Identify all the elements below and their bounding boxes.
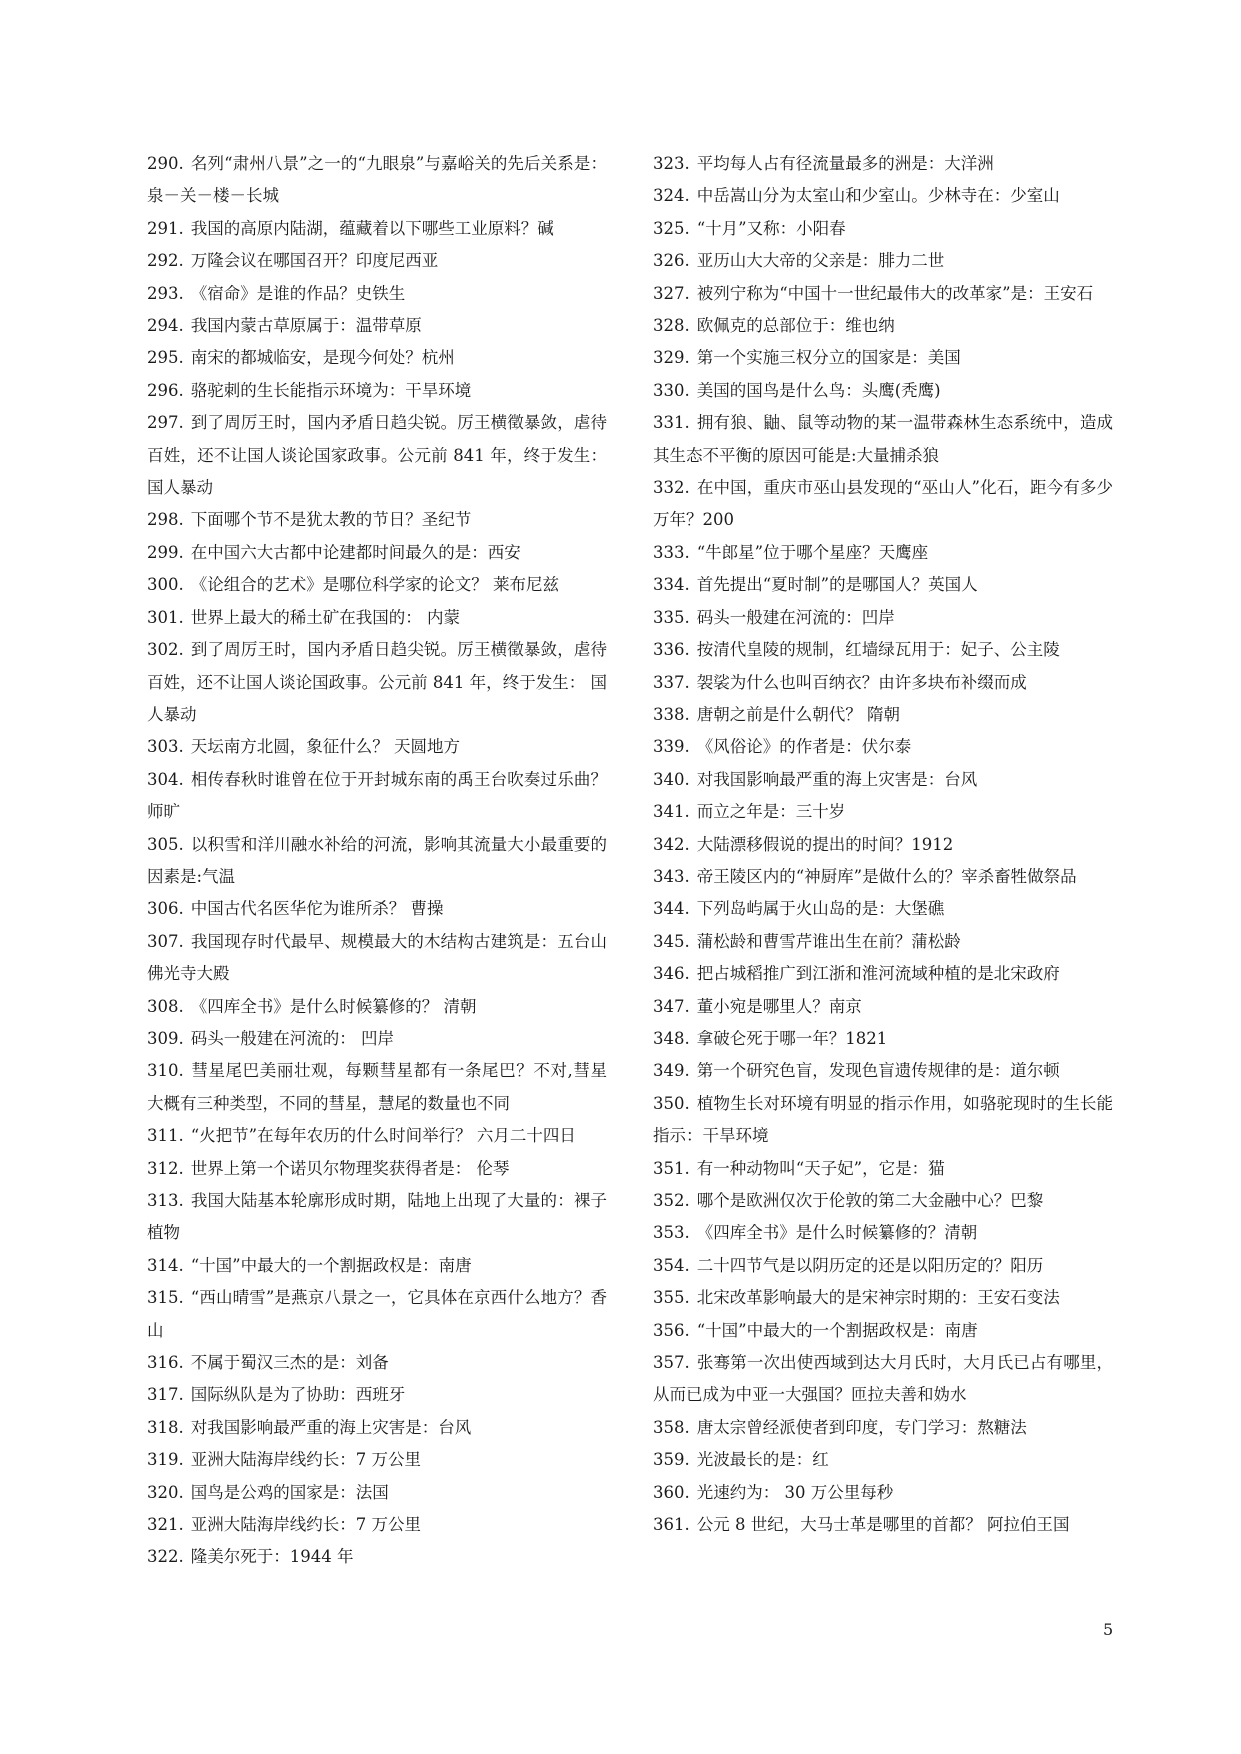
item-text: 在中国，重庆市巫山县发现的“巫山人”化石，距今有多少万年？200 (653, 478, 1113, 530)
qa-item (653, 537, 1113, 569)
item-text: 第一个实施三权分立的国家是：美国 (696, 348, 961, 368)
item-number: 338. (653, 704, 690, 724)
qa-item (147, 991, 607, 1023)
item-number: 330. (653, 380, 690, 400)
left-column (147, 148, 607, 1574)
qa-item (147, 245, 607, 277)
item-number: 318. (147, 1417, 184, 1437)
item-number: 335. (653, 607, 690, 627)
qa-item (653, 278, 1113, 310)
qa-item (653, 1055, 1113, 1087)
item-number: 321. (147, 1515, 184, 1535)
item-text: 光速约为： 30 万公里每秒 (696, 1482, 894, 1502)
item-text: 亚洲大陆海岸线约长：7 万公里 (190, 1450, 421, 1470)
qa-item (147, 1055, 607, 1120)
item-text: 相传春秋时谁曾在位于开封城东南的禹王台吹奏过乐曲？ 师旷 (147, 769, 607, 822)
qa-item (653, 1088, 1113, 1153)
item-number: 329. (653, 348, 690, 368)
qa-item (653, 213, 1113, 245)
qa-item (653, 407, 1113, 472)
item-text: 我国大陆基本轮廓形成时期，陆地上出现了大量的：裸子植物 (147, 1191, 607, 1243)
qa-item (653, 1315, 1113, 1347)
qa-item (147, 148, 607, 213)
item-number: 349. (653, 1061, 690, 1081)
qa-item (653, 342, 1113, 374)
qa-item (147, 893, 607, 925)
item-number: 297. (147, 413, 184, 433)
qa-item (653, 1444, 1113, 1476)
item-text: 我国现存时代最早、规模最大的木结构古建筑是：五台山佛光寺大殿 (147, 931, 607, 984)
qa-item (147, 764, 607, 829)
item-number: 295. (147, 348, 184, 368)
item-text: 以积雪和洋川融水补给的河流，影响其流量大小最重要的因素是:气温 (147, 834, 607, 886)
item-text: 《四库全书》是什么时候纂修的？清朝 (696, 1223, 978, 1243)
qa-item (653, 829, 1113, 861)
qa-item (147, 829, 607, 894)
item-number: 312. (147, 1158, 184, 1178)
item-number: 316. (147, 1353, 184, 1373)
item-text: 拿破仑死于哪一年？1821 (696, 1028, 888, 1048)
item-text: 光波最长的是：红 (696, 1450, 829, 1470)
qa-item (147, 1023, 607, 1055)
item-text: 唐朝之前是什么朝代？ 隋朝 (696, 704, 900, 724)
item-text: 有一种动物叫“天子妃”，它是：猫 (696, 1158, 945, 1178)
item-text: 唐太宗曾经派使者到印度，专门学习：熬糖法 (696, 1417, 1027, 1437)
item-text: 南宋的都城临安，是现今何处？杭州 (190, 348, 455, 368)
item-number: 293. (147, 283, 184, 303)
item-text: 被列宁称为“中国十一世纪最伟大的改革家”是：王安石 (696, 283, 1094, 303)
qa-item (147, 1347, 607, 1379)
item-number: 328. (653, 316, 690, 336)
item-text: “火把节”在每年农历的什么时间举行？ 六月二十四日 (190, 1126, 576, 1146)
item-number: 301. (147, 607, 184, 627)
item-number: 333. (653, 542, 690, 562)
item-text: 在中国六大古都中论建都时间最久的是：西安 (190, 542, 521, 562)
item-number: 292. (147, 251, 184, 271)
item-number: 317. (147, 1385, 184, 1405)
qa-item (147, 504, 607, 536)
item-text: 北宋改革影响最大的是宋神宗时期的：王安石变法 (696, 1288, 1060, 1308)
qa-item (147, 926, 607, 991)
item-number: 291. (147, 218, 184, 238)
qa-item (147, 1153, 607, 1185)
item-number: 313. (147, 1191, 184, 1210)
qa-item (653, 1023, 1113, 1055)
item-text: 蒲松龄和曹雪芹谁出生在前？蒲松龄 (696, 931, 961, 951)
qa-item (653, 861, 1113, 893)
item-number: 305. (147, 834, 184, 854)
item-number: 332. (653, 478, 690, 498)
item-text: 而立之年是：三十岁 (696, 802, 846, 822)
qa-item (653, 634, 1113, 666)
page-number: 5 (1103, 1620, 1114, 1639)
item-number: 314. (147, 1255, 184, 1275)
item-text: 第一个研究色盲，发现色盲遗传规律的是：道尔顿 (696, 1061, 1060, 1081)
item-text: 国际纵队是为了协助：西班牙 (190, 1385, 406, 1405)
qa-item (653, 1412, 1113, 1444)
qa-item (653, 667, 1113, 699)
qa-item (653, 310, 1113, 342)
qa-item (653, 1347, 1113, 1412)
qa-item (147, 278, 607, 310)
item-text: 万隆会议在哪国召开？印度尼西亚 (190, 251, 439, 271)
item-number: 298. (147, 510, 184, 530)
qa-item (147, 407, 607, 504)
item-number: 296. (147, 380, 184, 400)
item-number: 350. (653, 1093, 690, 1113)
item-text: 植物生长对环境有明显的指示作用，如骆驼现时的生长能指示：干旱环境 (653, 1093, 1113, 1146)
item-number: 300. (147, 575, 184, 595)
item-text: 名列“肃州八景”之一的“九眼泉”与嘉峪关的先后关系是：泉－关－楼－长城 (147, 154, 607, 206)
item-number: 342. (653, 834, 690, 854)
item-number: 337. (653, 672, 690, 692)
item-text: 码头一般建在河流的：凹岸 (696, 607, 895, 627)
item-text: 亚洲大陆海岸线约长：7 万公里 (190, 1515, 421, 1535)
qa-item (147, 1185, 607, 1250)
item-number: 358. (653, 1417, 690, 1437)
item-number: 360. (653, 1482, 690, 1502)
qa-item (653, 731, 1113, 763)
qa-item (653, 1282, 1113, 1314)
item-number: 357. (653, 1353, 690, 1373)
item-number: 361. (653, 1515, 690, 1535)
item-text: 哪个是欧洲仅次于伦敦的第二大金融中心？巴黎 (696, 1191, 1044, 1210)
qa-item (653, 1250, 1113, 1282)
qa-item (147, 537, 607, 569)
item-number: 310. (147, 1061, 184, 1081)
item-number: 323. (653, 154, 690, 173)
item-number: 340. (653, 769, 690, 789)
item-number: 346. (653, 964, 690, 984)
qa-item (147, 1509, 607, 1541)
item-text: “十国”中最大的一个割据政权是：南唐 (696, 1320, 978, 1340)
qa-item (147, 342, 607, 374)
qa-item (147, 602, 607, 634)
item-text: 对我国影响最严重的海上灾害是：台风 (190, 1417, 472, 1437)
qa-item (147, 1282, 607, 1347)
item-text: 对我国影响最严重的海上灾害是：台风 (696, 769, 978, 789)
item-number: 334. (653, 575, 690, 595)
item-text: 我国的高原内陆湖，蕴藏着以下哪些工业原料？碱 (190, 218, 554, 238)
item-text: 世界上最大的稀土矿在我国的： 内蒙 (190, 607, 460, 627)
item-text: 天坛南方北圆，象征什么？ 天圆地方 (190, 737, 460, 757)
item-text: 拥有狼、鼬、鼠等动物的某一温带森林生态系统中，造成其生态不平衡的原因可能是:大量捕杀狼 (653, 413, 1113, 465)
qa-item (653, 1217, 1113, 1249)
item-number: 341. (653, 802, 690, 822)
qa-item (653, 1185, 1113, 1217)
item-number: 345. (653, 931, 690, 951)
item-number: 351. (653, 1158, 690, 1178)
item-number: 306. (147, 899, 184, 919)
item-number: 343. (653, 866, 690, 886)
item-text: 中岳嵩山分为太室山和少室山。少林寺在：少室山 (696, 186, 1060, 206)
item-number: 339. (653, 737, 690, 757)
qa-item (653, 893, 1113, 925)
item-number: 290. (147, 154, 184, 173)
item-text: 下面哪个节不是犹太教的节日？圣纪节 (190, 510, 472, 530)
item-text: 码头一般建在河流的： 凹岸 (190, 1028, 394, 1048)
item-number: 311. (147, 1126, 184, 1146)
item-number: 325. (653, 218, 690, 238)
item-number: 353. (653, 1223, 690, 1243)
item-text: 张骞第一次出使西域到达大月氏时，大月氏已占有哪里，从而已成为中亚一大强国？匝拉夫善和妫水 (653, 1353, 1113, 1405)
item-number: 299. (147, 542, 184, 562)
qa-item (147, 1250, 607, 1282)
item-text: 首先提出“夏时制”的是哪国人？英国人 (696, 575, 978, 595)
item-text: 帝王陵区内的“神厨库”是做什么的？宰杀畜牲做祭品 (696, 866, 1077, 886)
item-number: 320. (147, 1482, 184, 1502)
item-text: 《四库全书》是什么时候纂修的？ 清朝 (190, 996, 477, 1016)
qa-item (147, 1477, 607, 1509)
item-text: 袈裟为什么也叫百纳衣？由许多块布补缀而成 (696, 672, 1027, 692)
item-number: 322. (147, 1547, 184, 1567)
item-number: 303. (147, 737, 184, 757)
qa-item (653, 1477, 1113, 1509)
qa-item (653, 148, 1113, 180)
item-text: 欧佩克的总部位于：维也纳 (696, 316, 895, 336)
qa-item (653, 958, 1113, 990)
item-text: “西山晴雪”是燕京八景之一，它具体在京西什么地方？香山 (147, 1288, 607, 1340)
item-text: 世界上第一个诺贝尔物理奖获得者是： 伦琴 (190, 1158, 510, 1178)
item-number: 315. (147, 1288, 184, 1308)
item-number: 309. (147, 1028, 184, 1048)
qa-item (147, 1120, 607, 1152)
qa-item (147, 1444, 607, 1476)
item-text: 隆美尔死于：1944 年 (190, 1547, 354, 1567)
item-number: 319. (147, 1450, 184, 1470)
item-text: 不属于蜀汉三杰的是：刘备 (190, 1353, 389, 1373)
item-text: 董小宛是哪里人？南京 (696, 996, 862, 1016)
qa-item (653, 764, 1113, 796)
item-text: “十月”又称：小阳春 (696, 218, 846, 238)
item-number: 324. (653, 186, 690, 206)
qa-item (147, 731, 607, 763)
qa-item (653, 180, 1113, 212)
item-number: 307. (147, 931, 184, 951)
item-number: 304. (147, 769, 184, 789)
item-number: 348. (653, 1028, 690, 1048)
item-number: 326. (653, 251, 690, 271)
qa-item (147, 1412, 607, 1444)
item-text: 彗星尾巴美丽壮观，每颗彗星都有一条尾巴？不对,彗星大概有三种类型，不同的彗星，慧尾的数量也不同 (147, 1061, 607, 1113)
qa-item (147, 1379, 607, 1411)
qa-item (653, 926, 1113, 958)
item-number: 344. (653, 899, 690, 919)
item-text: 到了周厉王时，国内矛盾日趋尖锐。厉王横徵暴敛，虐待百姓，还不让国人谈论国家政事。公元前 841 年，终于发生：国人暴动 (147, 413, 607, 498)
item-text: 公元 8 世纪，大马士革是哪里的首都？ 阿拉伯王国 (696, 1515, 1070, 1535)
qa-item (147, 569, 607, 601)
qa-item (147, 310, 607, 342)
item-number: 352. (653, 1191, 690, 1210)
item-text: 国鸟是公鸡的国家是：法国 (190, 1482, 389, 1502)
qa-item (147, 1541, 607, 1573)
item-text: 平均每人占有径流量最多的洲是：大洋洲 (696, 154, 994, 173)
item-text: 把占城稻推广到江浙和淮河流域种植的是北宋政府 (696, 964, 1060, 984)
item-number: 331. (653, 413, 690, 433)
qa-item (147, 634, 607, 731)
item-text: 中国古代名医华佗为谁所杀？ 曹操 (190, 899, 444, 919)
qa-item (653, 991, 1113, 1023)
qa-item (653, 699, 1113, 731)
item-text: 《宿命》是谁的作品？史铁生 (190, 283, 406, 303)
item-text: 美国的国鸟是什么鸟：头鹰(秃鹰) (696, 380, 941, 400)
item-text: 《论组合的艺术》是哪位科学家的论文？ 莱布尼兹 (190, 575, 559, 595)
item-text: 二十四节气是以阴历定的还是以阳历定的？阳历 (696, 1255, 1044, 1275)
right-column (653, 148, 1113, 1541)
qa-item (653, 245, 1113, 277)
item-text: 亚历山大大帝的父亲是：腓力二世 (696, 251, 945, 271)
item-text: 大陆漂移假说的提出的时间？1912 (696, 834, 954, 854)
item-number: 356. (653, 1320, 690, 1340)
item-number: 355. (653, 1288, 690, 1308)
item-number: 347. (653, 996, 690, 1016)
item-number: 336. (653, 640, 690, 660)
qa-item (653, 375, 1113, 407)
item-number: 294. (147, 316, 184, 336)
item-text: “十国”中最大的一个割据政权是：南唐 (190, 1255, 472, 1275)
qa-item (653, 1509, 1113, 1541)
qa-item (653, 1153, 1113, 1185)
item-text: “牛郎星”位于哪个星座？天鹰座 (696, 542, 929, 562)
qa-item (147, 375, 607, 407)
qa-item (653, 602, 1113, 634)
item-text: 到了周厉王时，国内矛盾日趋尖锐。厉王横徵暴敛，虐待百姓，还不让国人谈论国政事。公元前 841 年，终于发生： 国人暴动 (147, 640, 607, 724)
item-text: 骆驼刺的生长能指示环境为：干旱环境 (190, 380, 472, 400)
item-text: 按清代皇陵的规制，红墙绿瓦用于：妃子、公主陵 (696, 640, 1060, 660)
qa-item (147, 213, 607, 245)
item-number: 359. (653, 1450, 690, 1470)
item-number: 354. (653, 1255, 690, 1275)
item-number: 327. (653, 283, 690, 303)
item-text: 下列岛屿属于火山岛的是：大堡礁 (696, 899, 945, 919)
qa-item (653, 796, 1113, 828)
item-text: 《风俗论》的作者是：伏尔泰 (696, 737, 912, 757)
item-number: 302. (147, 640, 184, 660)
item-text: 我国内蒙古草原属于：温带草原 (190, 316, 422, 336)
qa-item (653, 472, 1113, 537)
item-number: 308. (147, 996, 184, 1016)
qa-item (653, 569, 1113, 601)
